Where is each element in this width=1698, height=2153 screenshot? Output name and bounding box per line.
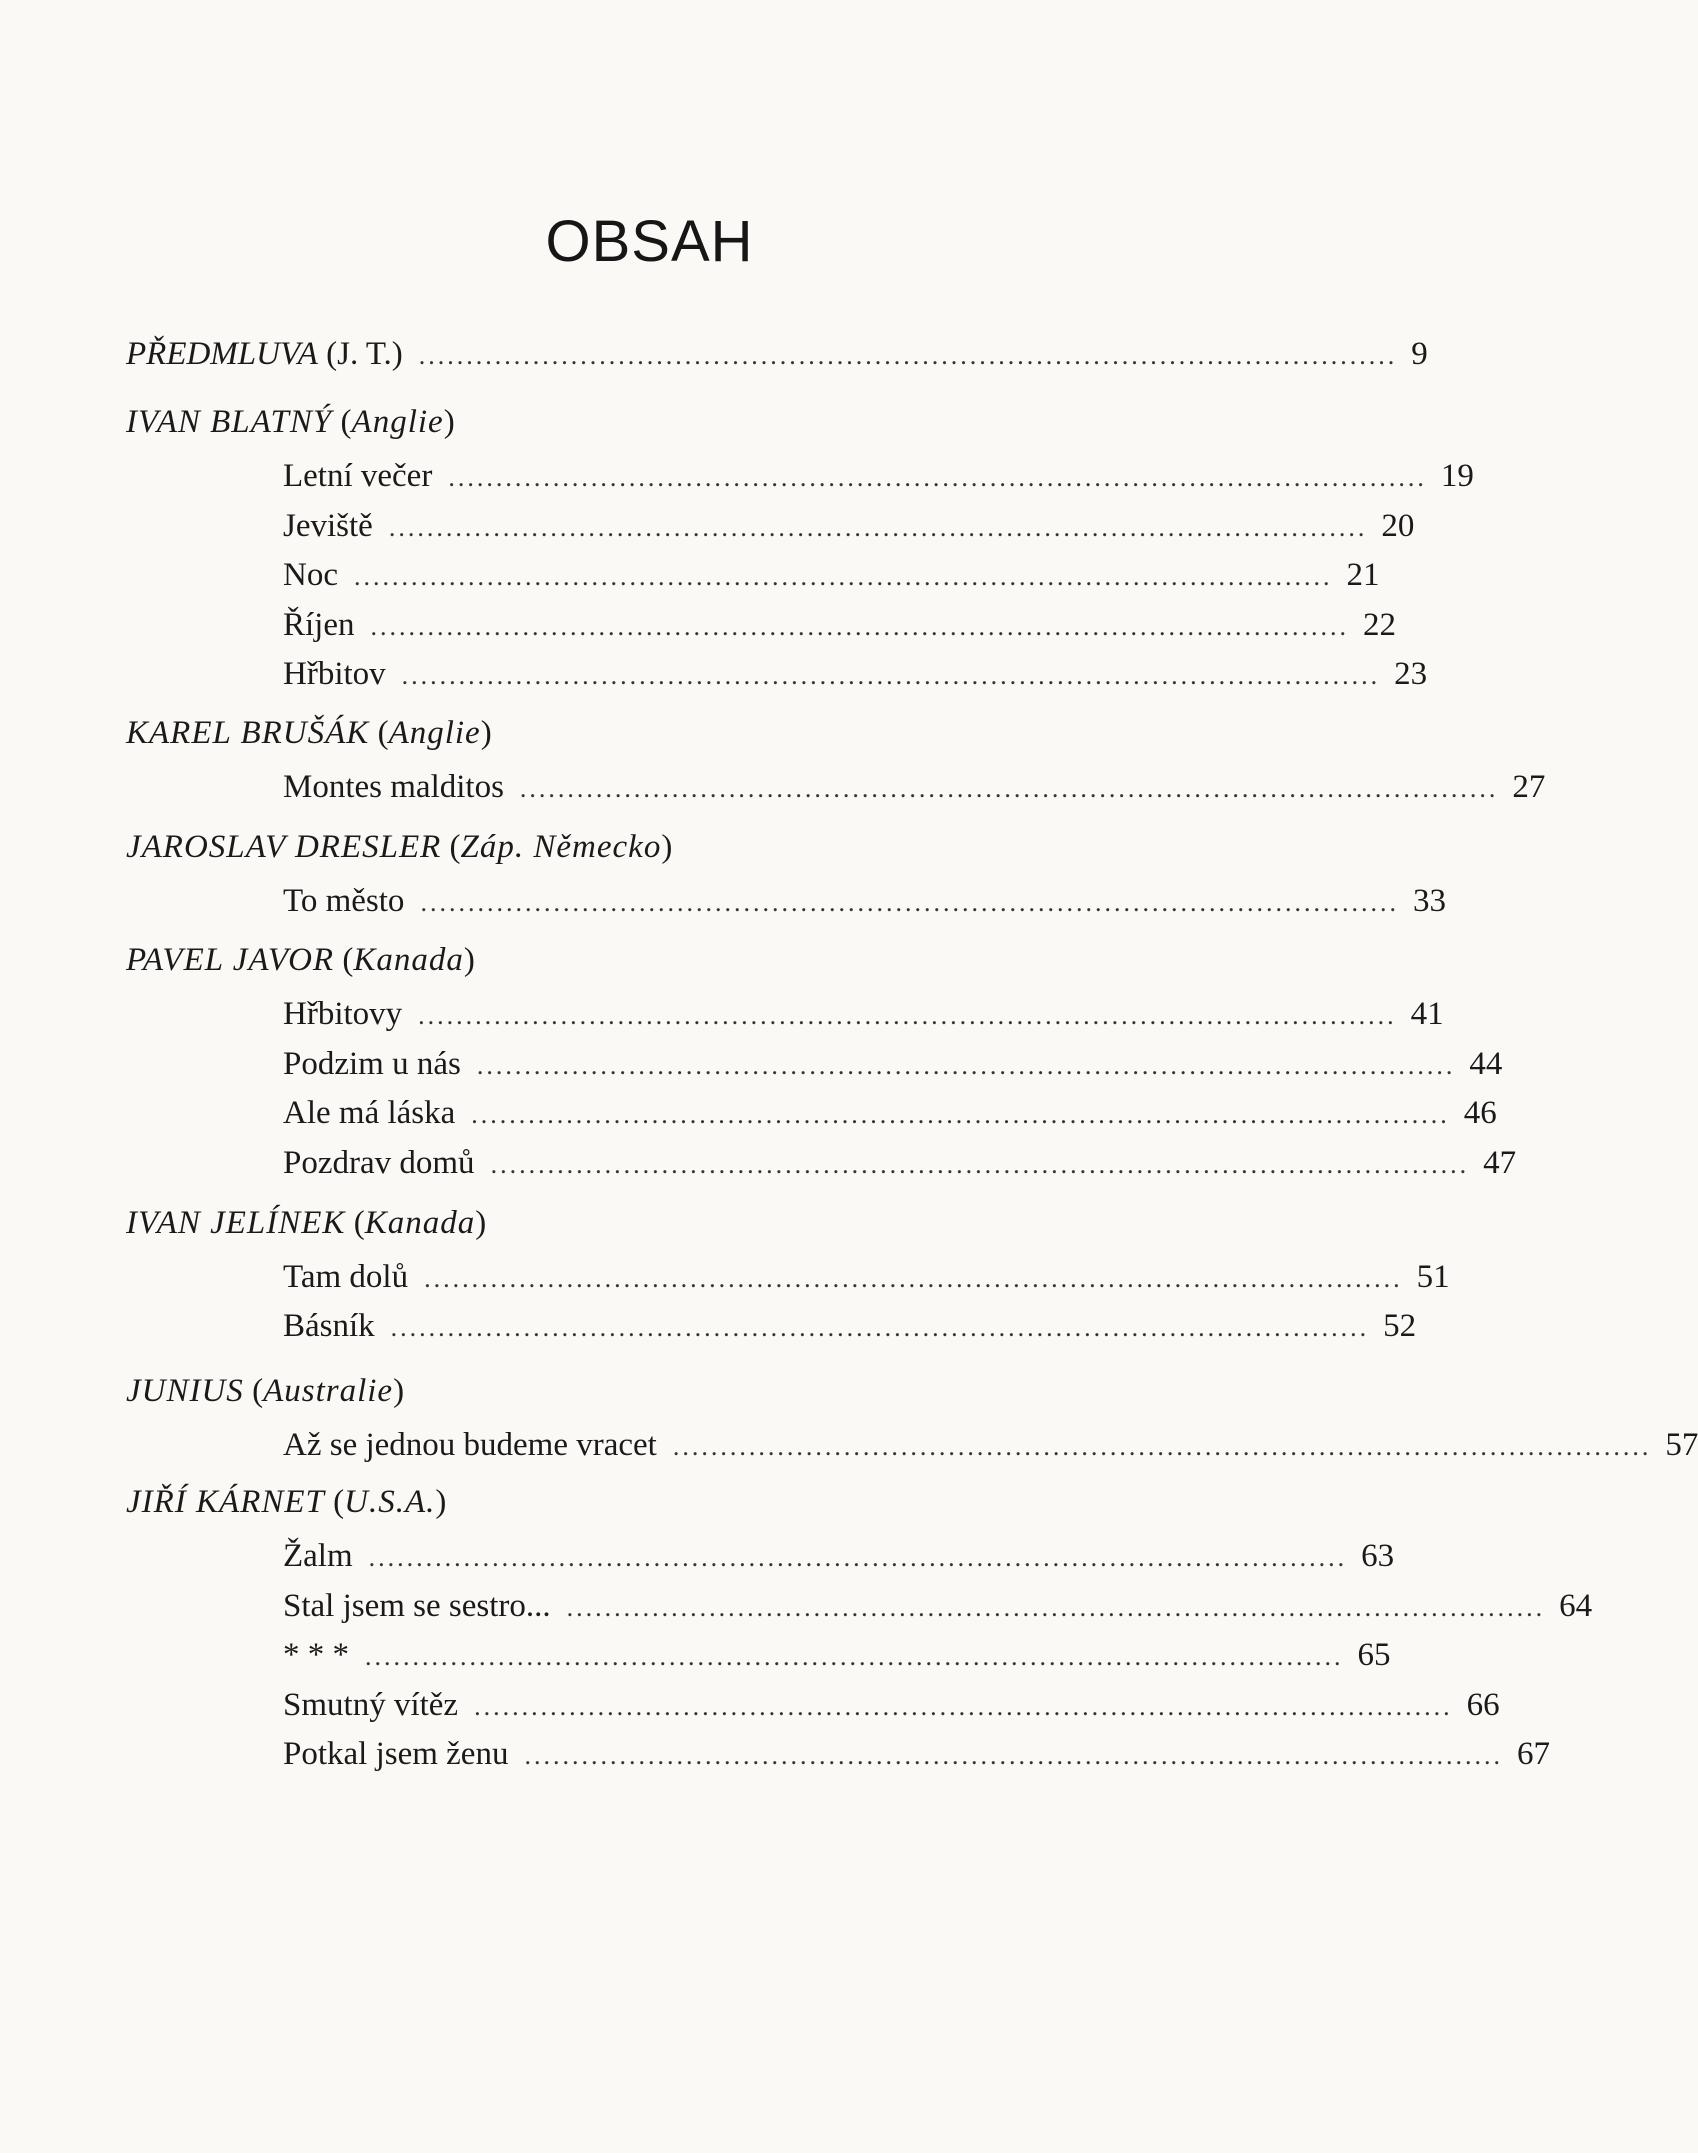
dot-leader: ....................................................................................................... <box>418 341 1398 370</box>
toc-entry[interactable] <box>283 1536 1395 1578</box>
dot-leader: ....................................................................................................... <box>388 513 1368 542</box>
poem-title: Básník <box>283 1308 375 1344</box>
author-country: U.S.A. <box>344 1484 436 1520</box>
dot-leader: ....................................................................................................... <box>424 1264 1403 1293</box>
author-name: JAROSLAV DRESLER <box>126 829 442 865</box>
author-name: IVAN JELÍNEK <box>126 1205 346 1241</box>
toc-author-heading: JIŘÍ KÁRNET (U.S.A.) <box>126 1484 447 1520</box>
author-name: KAREL BRUŠÁK <box>126 715 370 751</box>
toc-entry[interactable] <box>283 1734 1550 1776</box>
author-country: Anglie <box>388 715 481 751</box>
toc-entry[interactable] <box>283 1635 1391 1677</box>
page-number: 64 <box>1559 1588 1593 1624</box>
page-title: OBSAH <box>545 209 754 274</box>
toc-author-heading: PAVEL JAVOR (Kanada) <box>126 942 475 978</box>
toc-author-heading: JUNIUS (Australie) <box>126 1373 405 1409</box>
toc-entry[interactable] <box>283 1143 1517 1185</box>
page-number: 51 <box>1416 1259 1450 1295</box>
poem-title: Hřbitovy <box>283 996 403 1032</box>
preface-note: (J. T.) <box>326 336 403 372</box>
author-name: JIŘÍ KÁRNET <box>126 1484 325 1520</box>
poem-title: Hřbitov <box>283 656 386 692</box>
poem-title: Noc <box>283 557 338 593</box>
page-number: 63 <box>1361 1538 1395 1574</box>
dot-leader: ....................................................................................................... <box>519 774 1499 803</box>
poem-title: Letní večer <box>283 458 433 494</box>
author-name: PAVEL JAVOR <box>126 942 335 978</box>
toc-entry[interactable] <box>283 456 1474 498</box>
page-number: 44 <box>1469 1046 1503 1082</box>
toc-entry[interactable] <box>283 1093 1497 1135</box>
dot-leader: ....................................................................................................... <box>365 1642 1344 1671</box>
author-country: Kanada <box>364 1205 476 1241</box>
dot-leader: ....................................................................................................... <box>524 1741 1503 1770</box>
dot-leader: ....................................................................................................... <box>672 1432 1652 1461</box>
dot-leader: ....................................................................................................... <box>418 1001 1397 1030</box>
author-country: Kanada <box>353 942 464 978</box>
toc-entry[interactable] <box>283 1306 1417 1348</box>
page-number: 21 <box>1346 557 1380 593</box>
poem-title: Jeviště <box>283 508 373 544</box>
page-number: 46 <box>1463 1095 1497 1131</box>
page-number: 66 <box>1466 1687 1500 1723</box>
author-country: Australie <box>263 1373 394 1409</box>
toc-author-heading: KAREL BRUŠÁK (Anglie) <box>126 715 492 751</box>
toc-entry[interactable] <box>283 555 1380 597</box>
page-number: 47 <box>1483 1145 1517 1181</box>
dot-leader: ....................................................................................................... <box>566 1593 1546 1622</box>
poem-title: Podzim u nás <box>283 1046 461 1082</box>
dot-leader: ....................................................................................................... <box>390 1313 1370 1342</box>
poem-title: Potkal jsem ženu <box>283 1736 509 1772</box>
page-number: 65 <box>1357 1637 1391 1673</box>
author-name: JUNIUS <box>126 1373 244 1409</box>
page-number: 20 <box>1381 508 1415 544</box>
poem-title: Říjen <box>283 607 355 643</box>
dot-leader: ....................................................................................................... <box>471 1100 1450 1129</box>
toc-entry-preface[interactable] <box>126 334 1428 376</box>
dot-leader: ....................................................................................................... <box>401 661 1381 690</box>
toc-entry[interactable] <box>283 506 1415 548</box>
dot-leader: ....................................................................................................... <box>490 1150 1470 1179</box>
preface-label: PŘEDMLUVA <box>126 336 318 372</box>
poem-title: Pozdrav domů <box>283 1145 475 1181</box>
author-country: Anglie <box>351 404 444 440</box>
page-number: 9 <box>1411 336 1428 372</box>
toc-entry[interactable] <box>283 1044 1503 1086</box>
dot-leader: ....................................................................................................... <box>420 888 1399 917</box>
poem-title: * * * <box>283 1637 349 1673</box>
page-number: 22 <box>1363 607 1396 643</box>
page-number: 57 <box>1665 1427 1698 1463</box>
dot-leader: ....................................................................................................... <box>448 463 1427 492</box>
page-number: 23 <box>1394 656 1428 692</box>
toc-entry[interactable] <box>283 1257 1450 1299</box>
page-number: 67 <box>1516 1736 1550 1772</box>
page-number: 19 <box>1440 458 1474 494</box>
poem-title: Stal jsem se sestro... <box>283 1588 551 1624</box>
toc-entry[interactable] <box>283 767 1546 809</box>
poem-title: Až se jednou budeme vracet <box>283 1427 657 1463</box>
page-number: 33 <box>1412 883 1446 919</box>
toc-entry[interactable] <box>283 1425 1698 1467</box>
dot-leader: ....................................................................................................... <box>370 612 1349 641</box>
toc-entry[interactable] <box>283 1685 1500 1727</box>
toc-entry[interactable] <box>283 605 1396 647</box>
page-number: 41 <box>1410 996 1444 1032</box>
dot-leader: ....................................................................................................... <box>474 1692 1453 1721</box>
poem-title: Ale má láska <box>283 1095 456 1131</box>
toc-entry[interactable] <box>283 881 1446 923</box>
toc-author-heading: JAROSLAV DRESLER (Záp. Německo) <box>126 829 673 865</box>
dot-leader: ....................................................................................................... <box>476 1051 1456 1080</box>
page-number: 52 <box>1383 1308 1417 1344</box>
toc-entry[interactable] <box>283 994 1444 1036</box>
poem-title: Montes malditos <box>283 769 504 805</box>
toc-author-heading: IVAN JELÍNEK (Kanada) <box>126 1205 487 1241</box>
author-country: Záp. Německo <box>460 829 662 865</box>
poem-title: Smutný vítěz <box>283 1687 459 1723</box>
dot-leader: ....................................................................................................... <box>353 562 1333 591</box>
page-number: 27 <box>1512 769 1546 805</box>
poem-title: Tam dolů <box>283 1259 409 1295</box>
toc-entry[interactable] <box>283 654 1428 696</box>
toc-author-heading: IVAN BLATNÝ (Anglie) <box>126 404 455 440</box>
author-name: IVAN BLATNÝ <box>126 404 333 440</box>
toc-entry[interactable] <box>283 1586 1593 1628</box>
poem-title: Žalm <box>283 1538 353 1574</box>
poem-title: To město <box>283 883 405 919</box>
dot-leader: ....................................................................................................... <box>368 1543 1348 1572</box>
